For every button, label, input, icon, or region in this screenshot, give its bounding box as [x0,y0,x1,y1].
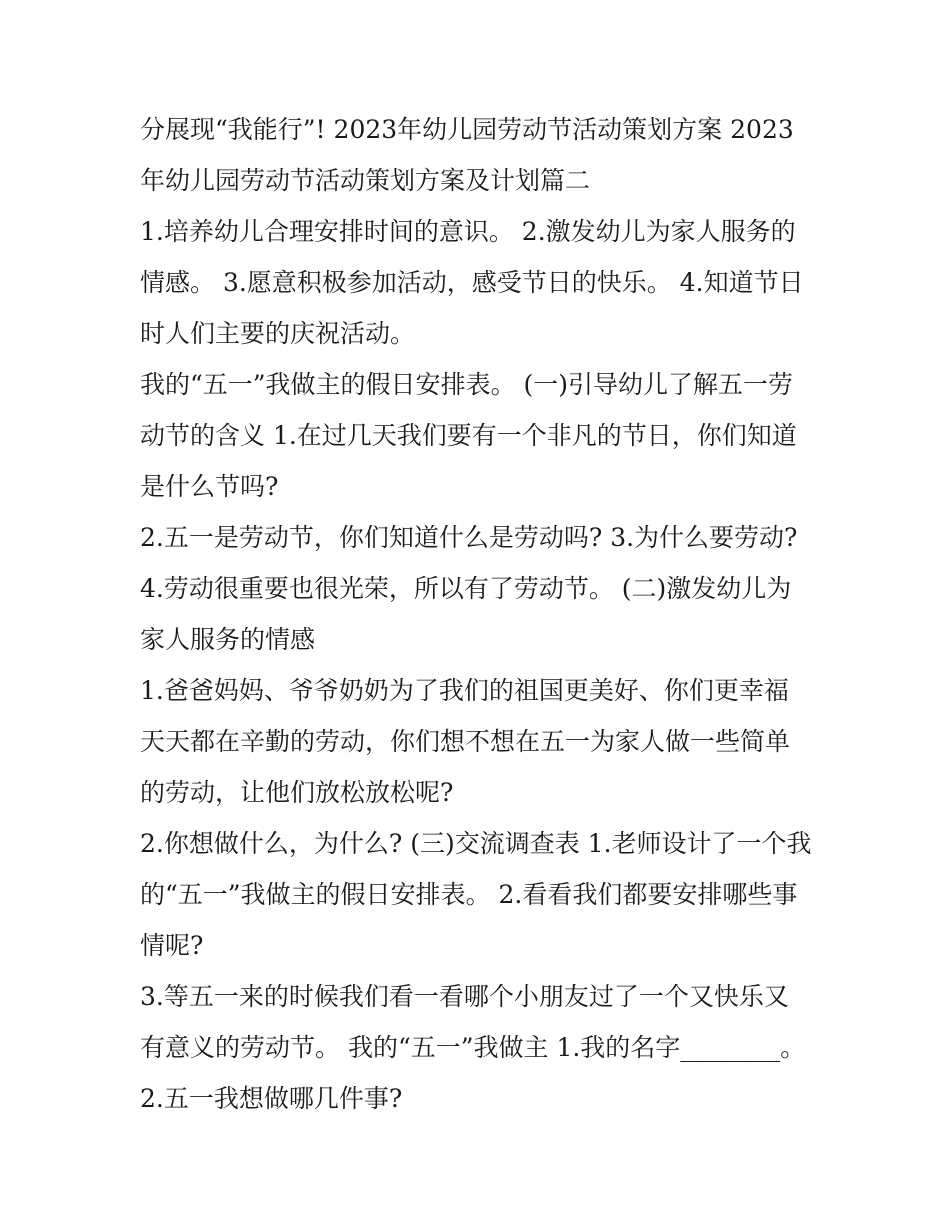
paragraph-5: 1.爸爸妈妈、爷爷奶奶为了我们的祖国更美好、你们更幸福天天都在辛勤的劳动，你们想不想在五一为家人做一些简单的劳动，让他们放松放松呢? [140,676,791,807]
document-body [140,104,812,1124]
paragraph-6: 2.你想做什么，为什么? (三)交流调查表 1.老师设计了一个我的“五一”我做主的假日安排表。 2.看看我们都要安排哪些事情呢? [140,829,812,960]
paragraph-4: 2.五一是劳动节，你们知道什么是劳动吗? 3.为什么要劳动? 4.劳动很重要也很光荣，所以有了劳动节。 (二)激发幼儿为家人服务的情感 [140,523,798,654]
paragraph-7: 3.等五一来的时候我们看一看哪个小朋友过了一个又快乐又有意义的劳动节。 我的“五一”我做主 1.我的名字________。 2.五一我想做哪几件事? [140,982,806,1113]
paragraph-3: 我的“五一”我做主的假日安排表。 (一)引导幼儿了解五一劳动节的含义 1.在过几天我们要有一个非凡的节日，你们知道是什么节吗? [140,370,797,501]
paragraph-2: 1.培养幼儿合理安排时间的意识。 2.激发幼儿为家人服务的情感。 3.愿意积极参加活动，感受节日的快乐。 4.知道节日时人们主要的庆祝活动。 [140,217,804,348]
paragraph-1: 分展现“我能行”! 2023年幼儿园劳动节活动策划方案 2023年幼儿园劳动节活动策划方案及计划篇二 [140,115,794,195]
